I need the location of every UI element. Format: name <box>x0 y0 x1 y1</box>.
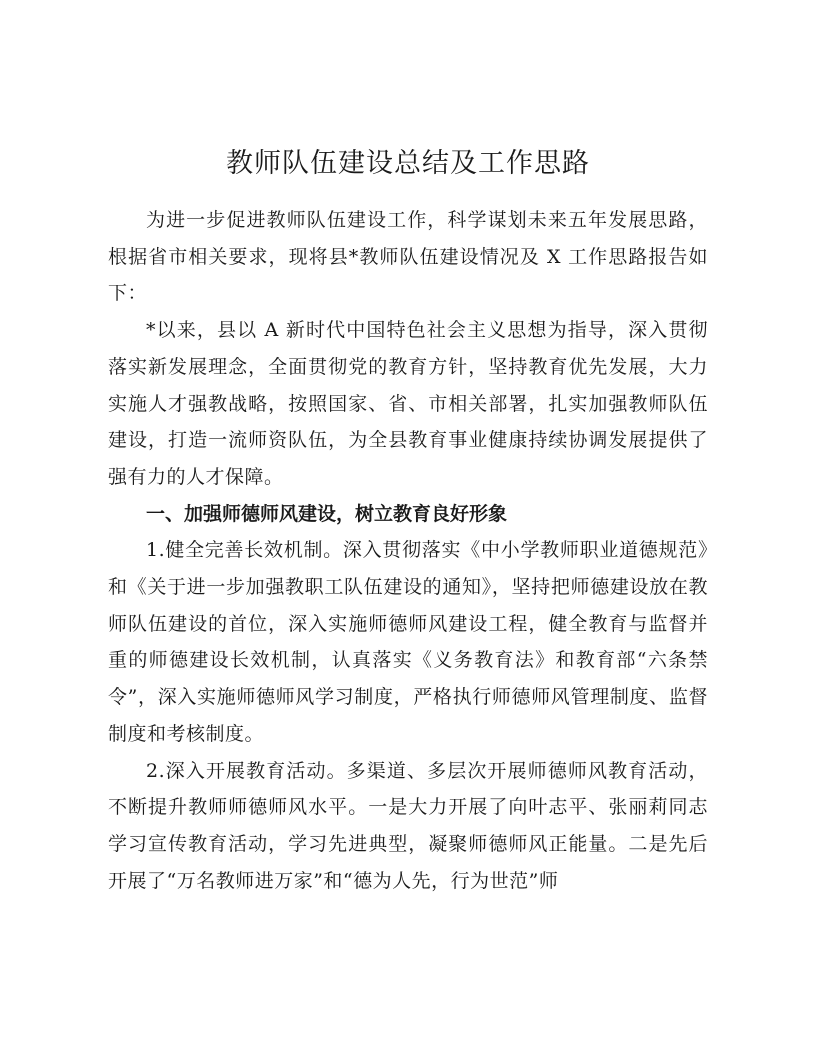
section-1-item-1: 1.健全完善长效机制。深入贯彻落实《中小学教师职业道德规范》和《关于进一步加强教职工队伍建设的通知》，坚持把师德建设放在教师队伍建设的首位，深入实施师德师风建设工程，健全教育与监督并重的师德建设长效机制，认真落实《义务教育法》和教育部“六条禁令”，深入实施师德师风学习制度，严格执行师德师风管理制度、监督制度和考核制度。 <box>108 539 708 745</box>
document-title: 教师队伍建设总结及工作思路 <box>226 148 590 179</box>
section-1-item-2: 2.深入开展教育活动。多渠道、多层次开展师德师风教育活动，不断提升教师师德师风水平。一是大力开展了向叶志平、张丽莉同志学习宣传教育活动，学习先进典型，凝聚师德师风正能量。二是先后开展了“万名教师进万家”和“德为人先，行为世范”师 <box>108 759 708 892</box>
overview-paragraph: *以来，县以 A 新时代中国特色社会主义思想为指导，深入贯彻落实新发展理念，全面贯彻党的教育方针，坚持教育优先发展，大力实施人才强教战略，按照国家、省、市相关部署，扎实加强教师队伍建设，打造一流师资队伍，为全县教育事业健康持续协调发展提供了强有力的人才保障。 <box>108 319 708 488</box>
document-page <box>108 140 708 899</box>
section-heading-1: 一、加强师德师风建设，树立教育良好形象 <box>146 502 508 525</box>
intro-paragraph: 为进一步促进教师队伍建设工作，科学谋划未来五年发展思路，根据省市相关要求，现将县*教师队伍建设情况及 X 工作思路报告如下： <box>108 209 708 305</box>
